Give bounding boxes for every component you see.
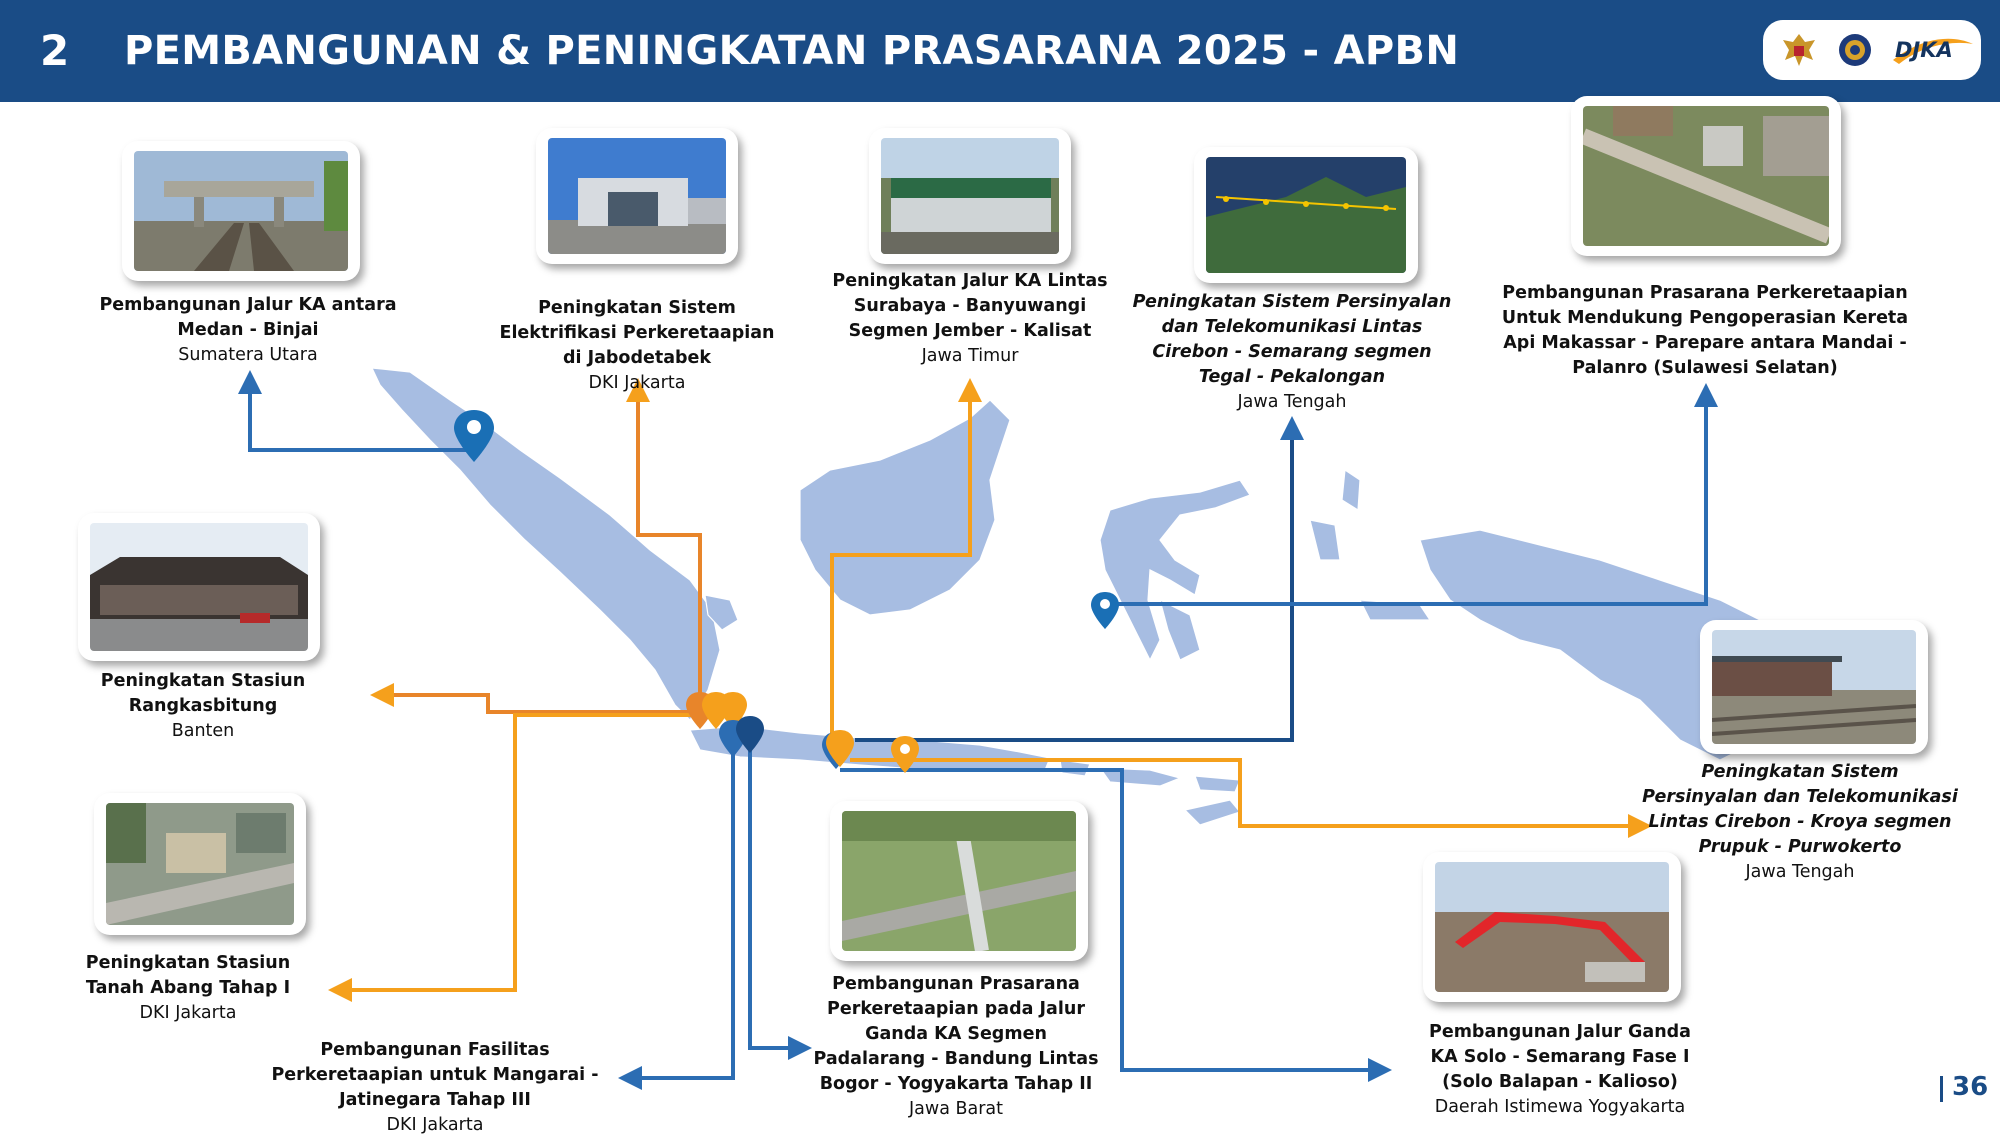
- railway-construction-image: [1583, 106, 1829, 246]
- project-title: Pembangunan Prasarana Perkeretaapian Untuk Mendukung Pengoperasian Kereta Api Makassar - Parepare antara Mandai - Palanro (Sulawesi Selatan): [1501, 283, 1909, 378]
- project-region: Daerah Istimewa Yogyakarta: [1434, 1097, 1686, 1117]
- project-title: Pembangunan Prasarana Perkeretaapian pada Jalur Ganda KA Segmen Padalarang - Bandung Lintas Bogor - Yogyakarta Tahap II: [813, 974, 1099, 1094]
- double-track-bridge-image: [842, 811, 1076, 951]
- red-steel-bridge-image: [1435, 862, 1669, 992]
- project-region: Sumatera Utara: [178, 345, 318, 365]
- project-region: DKI Jakarta: [139, 1003, 237, 1023]
- project-label-rangkasbitung: [28, 669, 378, 744]
- station-construction-image: [106, 803, 294, 925]
- garuda-emblem-icon: [1779, 30, 1819, 70]
- station-building-image: [90, 523, 308, 651]
- project-title: Peningkatan Sistem Persinyalan dan Telekomunikasi Lintas Cirebon - Kroya segmen Prupuk - Purwokerto: [1642, 762, 1958, 857]
- logo-group: [1763, 20, 1981, 80]
- station-tracks-image: [1712, 630, 1916, 744]
- signalling-map-image: [1206, 157, 1406, 273]
- project-label-tanah-abang: [58, 951, 318, 1026]
- project-label-mangarai-jatinegara: [252, 1038, 618, 1138]
- photo-medan-binjai: [122, 141, 360, 281]
- project-label-padalarang-bandung: [810, 972, 1102, 1122]
- project-title: Pembangunan Jalur KA antara Medan - Binjai: [99, 295, 397, 340]
- photo-tegal-pekalongan: [1194, 147, 1418, 283]
- header-bar: [0, 0, 2000, 102]
- project-region: Jawa Tengah: [1237, 392, 1347, 412]
- page-number-divider: [1940, 1076, 1943, 1102]
- project-region: Jawa Tengah: [1745, 862, 1855, 882]
- project-label-medan-binjai: [78, 293, 418, 368]
- project-label-jember-kalisat: [820, 269, 1120, 369]
- photo-jabodetabek: [536, 128, 738, 264]
- project-region: DKI Jakarta: [386, 1115, 484, 1135]
- photo-rangkasbitung: [78, 513, 320, 661]
- ministry-emblem-icon: [1835, 30, 1875, 70]
- photo-jember-kalisat: [869, 128, 1071, 264]
- project-label-prupuk-purwokerto: [1642, 760, 1958, 885]
- photo-prupuk-purwokerto: [1700, 620, 1928, 754]
- project-region: Jawa Barat: [909, 1099, 1003, 1119]
- project-label-jabodetabek: [496, 296, 778, 396]
- photo-makassar-parepare: [1571, 96, 1841, 256]
- project-title: Peningkatan Stasiun Rangkasbitung: [100, 671, 306, 716]
- station-platform-image: [881, 138, 1059, 254]
- project-title: Peningkatan Sistem Elektrifikasi Perkeretaapian di Jabodetabek: [499, 298, 775, 368]
- djka-logo-text: DJKA: [1895, 38, 1953, 62]
- project-region: Jawa Timur: [921, 346, 1019, 366]
- project-title: Pembangunan Jalur Ganda KA Solo - Semarang Fase I (Solo Balapan - Kalioso): [1429, 1022, 1691, 1092]
- page-number: 36: [1952, 1072, 1989, 1102]
- project-region: DKI Jakarta: [588, 373, 686, 393]
- project-title: Peningkatan Stasiun Tanah Abang Tahap I: [85, 953, 291, 998]
- photo-tanah-abang: [94, 793, 306, 935]
- photo-padalarang-bandung: [830, 801, 1088, 961]
- project-region: Banten: [171, 721, 235, 741]
- project-label-makassar-parepare: [1485, 281, 1925, 381]
- project-title: Peningkatan Jalur KA Lintas Surabaya - Banyuwangi Segmen Jember - Kalisat: [832, 271, 1108, 341]
- project-title: Pembangunan Fasilitas Perkeretaapian untuk Mangarai - Jatinegara Tahap III: [271, 1040, 599, 1110]
- railway-bridge-image: [134, 151, 348, 271]
- page-title: PEMBANGUNAN & PENINGKATAN PRASARANA 2025 - APBN: [124, 28, 1460, 74]
- project-title: Peningkatan Sistem Persinyalan dan Telekomunikasi Lintas Cirebon - Semarang segmen Tegal - Pekalongan: [1132, 292, 1452, 387]
- section-number: 2: [40, 26, 70, 75]
- project-label-tegal-pekalongan: [1132, 290, 1452, 415]
- electric-substation-image: [548, 138, 726, 254]
- project-label-solo-semarang: [1420, 1020, 1700, 1120]
